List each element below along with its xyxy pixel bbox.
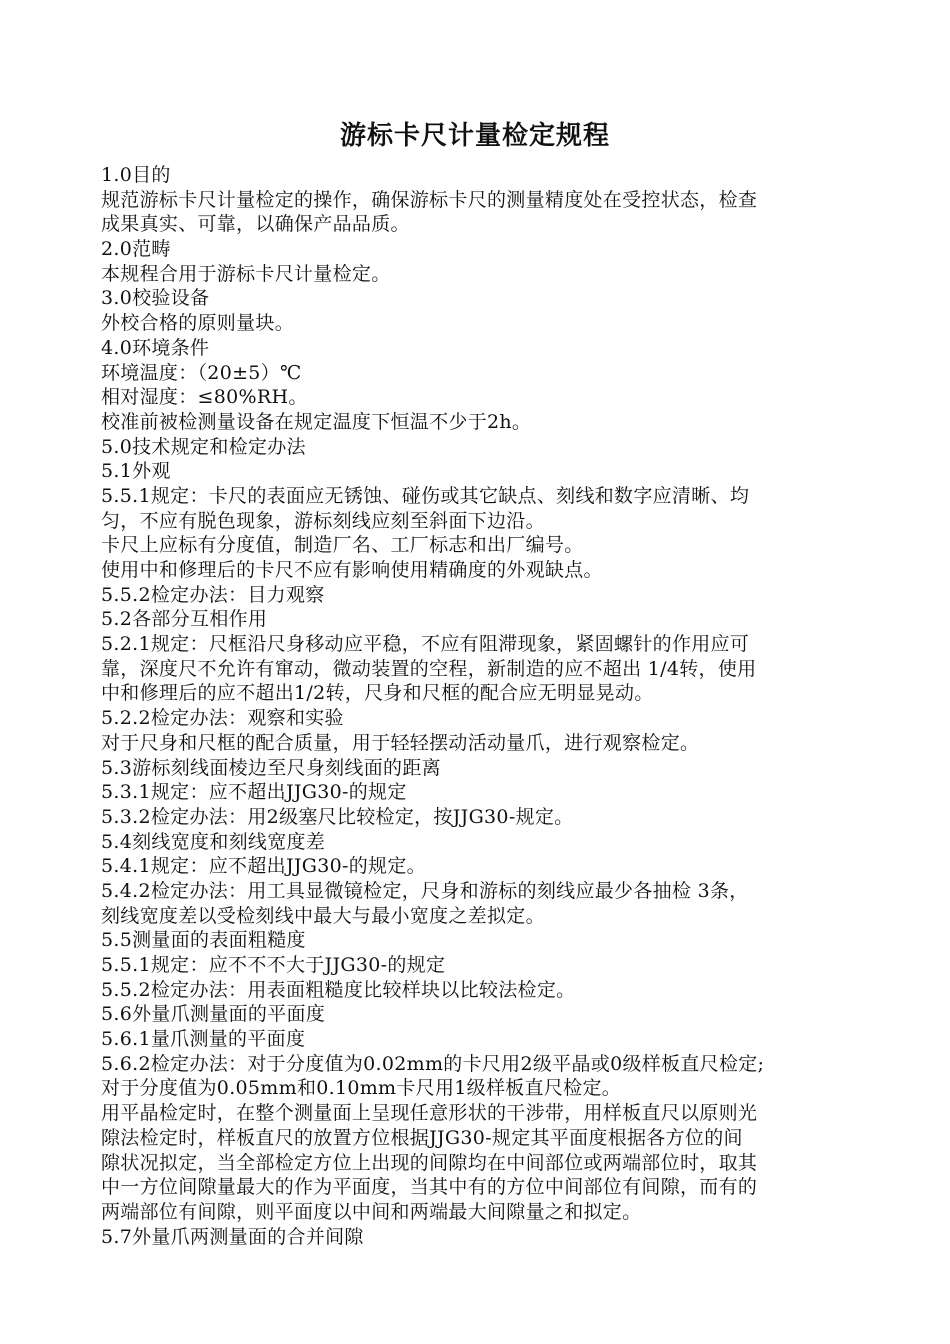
body-line: 隙法检定时，样板直尺的放置方位根据JJG30-规定其平面度根据各方位的间 (101, 1126, 743, 1149)
body-line: 使用中和修理后的卡尺不应有影响使用精确度的外观缺点。 (101, 559, 603, 581)
body-line: 隙状况拟定，当全部检定方位上出现的间隙均在中间部位或两端部位时，取其 (101, 1151, 758, 1174)
body-line: 用平晶检定时，在整个测量面上呈现任意形状的干涉带，用样板直尺以原则光 (101, 1102, 758, 1125)
body-line: 3.0校验设备 (101, 287, 210, 310)
body-line: 5.2各部分互相作用 (101, 608, 268, 631)
document-title: 游标卡尺计量检定规程 (339, 121, 610, 151)
body-line: 5.0技术规定和检定办法 (101, 435, 306, 458)
body-line: 5.2.2检定办法：观察和实验 (101, 707, 344, 730)
body-line: 5.4.2检定办法：用工具显微镜检定，尺身和游标的刻线应最少各抽检 3条， (101, 879, 749, 902)
body-line: 中和修理后的应不超出1/2转，尺身和尺框的配合应无明显晃动。 (101, 682, 654, 705)
body-line: 卡尺上应标有分度值，制造厂名、工厂标志和出厂编号。 (101, 534, 584, 557)
body-line: 匀，不应有脱色现象，游标刻线应刻至斜面下边沿。 (101, 509, 545, 532)
body-line: 成果真实、可靠，以确保产品品质。 (101, 213, 410, 236)
body-line: 5.5.1规定：应不不不大于JJG30-的规定 (101, 954, 446, 976)
document-body (101, 163, 881, 1249)
body-line: 5.3游标刻线面棱边至尺身刻线面的距离 (101, 756, 441, 779)
body-line: 5.4刻线宽度和刻线宽度差 (101, 830, 326, 853)
body-line: 5.3.2检定办法：用2级塞尺比较检定，按JJG30-规定。 (101, 805, 574, 828)
body-line: 5.1外观 (101, 460, 171, 483)
body-line: 5.6外量爪测量面的平面度 (101, 1003, 326, 1026)
body-line: 对于分度值为0.05mm和0.10mm卡尺用1级样板直尺检定。 (101, 1077, 622, 1100)
body-line: 两端部位有间隙，则平面度以中间和两端最大间隙量之和拟定。 (101, 1200, 642, 1223)
body-line: 刻线宽度差以受检刻线中最大与最小宽度之差拟定。 (101, 904, 545, 927)
body-line: 5.6.1量爪测量的平面度 (101, 1028, 306, 1051)
body-line: 外校合格的原则量块。 (101, 312, 295, 335)
body-line: 5.5.2检定办法：用表面粗糙度比较样块以比较法检定。 (101, 978, 576, 1001)
body-line: 靠，深度尺不允许有窜动，微动装置的空程，新制造的应不超出 1/4转，使用 (101, 657, 757, 680)
body-line: 对于尺身和尺框的配合质量，用于轻轻摆动活动量爪，进行观察检定。 (101, 731, 700, 754)
body-line: 中一方位间隙量最大的作为平面度，当其中有的方位中间部位有间隙，而有的 (101, 1176, 758, 1199)
body-line: 2.0范畴 (101, 238, 171, 261)
body-line: 5.5.2检定办法：目力观察 (101, 583, 325, 606)
body-line: 本规程合用于游标卡尺计量检定。 (101, 262, 391, 285)
body-line: 5.5.1规定：卡尺的表面应无锈蚀、碰伤或其它缺点、刻线和数字应清晰、均 (101, 484, 750, 507)
body-line: 相对湿度：≤80%RH。 (101, 386, 308, 409)
body-line: 环境温度：（20±5）℃ (101, 361, 302, 384)
body-line: 校准前被检测量设备在规定温度下恒温不少于2h。 (101, 410, 532, 433)
body-line: 5.2.1规定：尺框沿尺身移动应平稳，不应有阻滞现象，紧固螺针的作用应可 (101, 633, 750, 656)
body-line: 5.7外量爪两测量面的合并间隙 (101, 1225, 364, 1248)
body-line: 5.3.1规定：应不超出JJG30-的规定 (101, 781, 407, 804)
body-line: 5.4.1规定：应不超出JJG30-的规定。 (101, 855, 426, 878)
body-line: 5.5测量面的表面粗糙度 (101, 929, 306, 952)
body-line: 4.0环境条件 (101, 336, 210, 359)
body-line: 5.6.2检定办法：对于分度值为0.02mm的卡尺用2级平晶或0级样板直尺检定; (101, 1052, 765, 1075)
body-line: 1.0目的 (101, 164, 171, 186)
body-line: 规范游标卡尺计量检定的操作，确保游标卡尺的测量精度处在受控状态，检查 (101, 188, 758, 211)
